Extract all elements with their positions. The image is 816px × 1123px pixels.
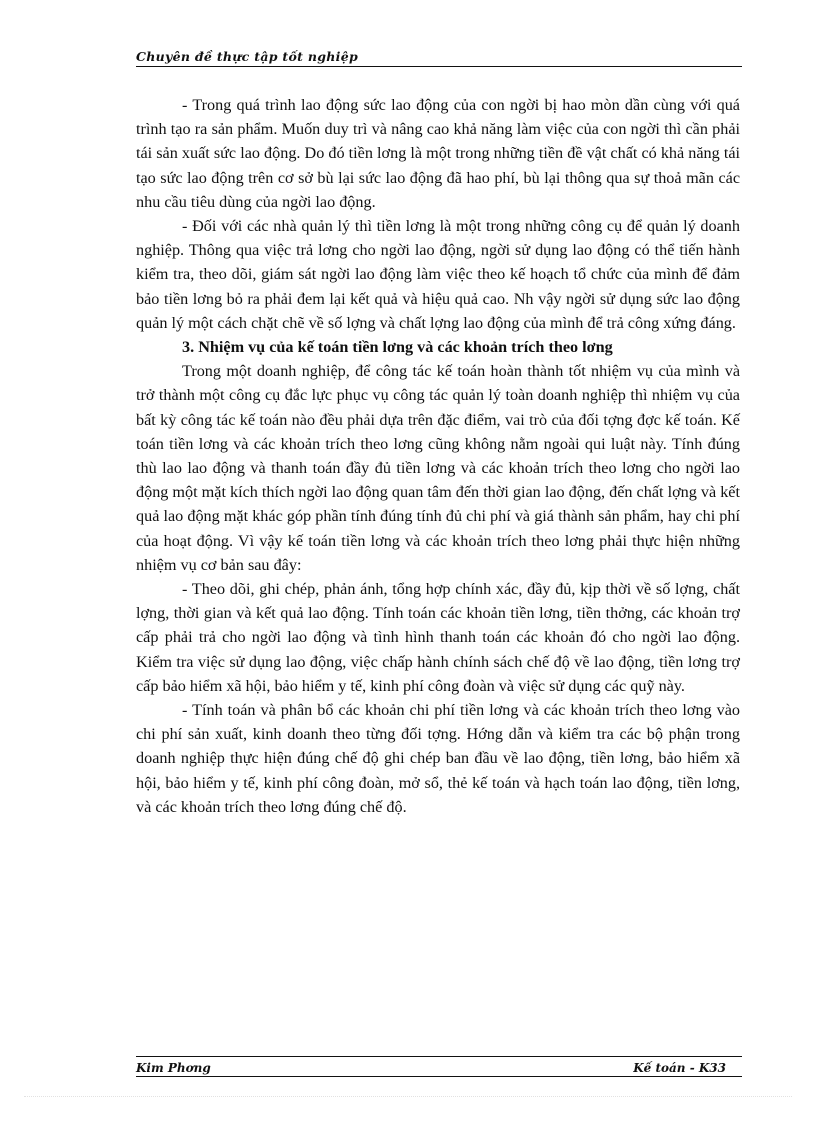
- page-bottom-border: [24, 1096, 792, 1097]
- footer-rule: [136, 1056, 742, 1057]
- page-footer: [136, 1056, 742, 1082]
- page-header: [136, 48, 742, 67]
- paragraph-labor-reproduction: - Trong quá trình lao động sức lao động của con ngời bị hao mòn dần cùng với quá trình tạo ra sản phẩm. Muốn duy trì và nâng cao khả năng làm việc của con ngời thì cần phải tái sản xuất sức lao động. Do đó tiền lơng là một trong những tiền đề vật chất có khả năng tái tạo sức lao động trên cơ sở bù lại sức lao động đã hao phí, bù lại thông qua sự thoả mãn các nhu cầu tiêu dùng của ngời lao động.: [136, 96, 740, 211]
- paragraph-management-tool: - Đối với các nhà quản lý thì tiền lơng là một trong những công cụ để quản lý doanh nghiệp. Thông qua việc trả lơng cho ngời lao động, ngời sử dụng lao động có thể tiến hành kiểm tra, theo dõi, giám sát ngời lao động làm việc theo kế hoạch tổ chức của mình để đảm bảo tiền lơng bỏ ra phải đem lại kết quả và hiệu quả cao. Nh vậy ngời sử dụng sức lao động quản lý một cách chặt chẽ về số lợng và chất lợng lao động của mình để trả công xứng đáng.: [136, 217, 740, 332]
- paragraph-accounting-tasks: Trong một doanh nghiệp, để công tác kế toán hoàn thành tốt nhiệm vụ của mình và trở thành một công cụ đắc lực phục vụ công tác quản lý toàn doanh nghiệp thì nhiệm vụ của bất kỳ công tác kế toán nào đều phải dựa trên đặc điểm, vai trò của đối tợng đợc kế toán. Kế toán tiền lơng và các khoản trích theo lơng cũng không nằm ngoài qui luật này. Tính đúng thù lao lao động và thanh toán đầy đủ tiền lơng và các khoản trích theo lơng cho ngời lao động một mặt kích thích ngời lao động quan tâm đến thời gian lao động, đến chất lợng và kết quả lao động mặt khác góp phần tính đúng tính đủ chi phí và giá thành sản phẩm, hay chi phí của hoạt động. Vì vậy kế toán tiền lơng và các khoản trích theo lơng phải thực hiện những nhiệm vụ cơ bản sau đây:: [136, 362, 740, 574]
- footer-class: Kế toán - K33: [633, 1061, 726, 1075]
- section-heading: 3. Nhiệm vụ của kế toán tiền lơng và các khoản trích theo lơng: [182, 338, 613, 357]
- document-body: [136, 93, 740, 819]
- paragraph-tracking-recording: - Theo dõi, ghi chép, phản ánh, tổng hợp chính xác, đầy đủ, kịp thời về số lợng, chất lợng, thời gian và kết quả lao động. Tính toán các khoản tiền lơng, tiền thởng, các khoản trợ cấp phải trả cho ngời lao động và tình hình thanh toán các khoản đó cho ngời lao động. Kiểm tra việc sử dụng lao động, việc chấp hành chính sách chế độ về lao động, tiền lơng trợ cấp bảo hiểm xã hội, bảo hiểm y tế, kinh phí công đoàn và việc sử dụng các quỹ này.: [136, 580, 740, 695]
- header-title: Chuyên đề thực tập tốt nghiệp: [136, 49, 358, 64]
- footer-underline: [136, 1076, 742, 1077]
- paragraph-calculation-allocation: - Tính toán và phân bổ các khoản chi phí tiền lơng và các khoản trích theo lơng vào chi phí sản xuất, kinh doanh theo từng đối tợng. Hớng dẫn và kiểm tra các bộ phận trong doanh nghiệp thực hiện đúng chế độ ghi chép ban đầu về lao động, tiền lơng, bảo hiểm xã hội, bảo hiểm y tế, kinh phí công đoàn, mở sổ, thẻ kế toán và hạch toán lao động, tiền lơng, và các khoản trích theo lơng đúng chế độ.: [136, 701, 740, 816]
- footer-author: Kim Phơng: [136, 1061, 211, 1075]
